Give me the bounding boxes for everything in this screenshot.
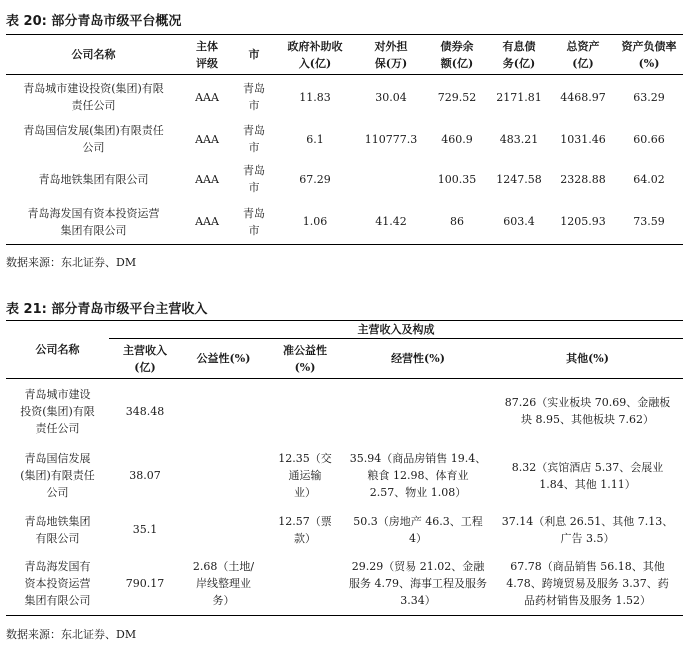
cell-rating: AAA bbox=[195, 90, 219, 104]
table-row bbox=[6, 75, 683, 120]
th-other: 其他(%) bbox=[566, 352, 609, 365]
cell-debt: 1247.58 bbox=[496, 172, 542, 186]
cell-other: 8.32（宾馆酒店 5.37、会展业 1.84、其他 1.11） bbox=[511, 460, 664, 491]
table21-group-header bbox=[6, 321, 683, 339]
cell-city: 青岛 市 bbox=[243, 164, 265, 194]
table20-title: 表 20: 部分青岛市级平台概况 bbox=[6, 14, 182, 29]
cell-bonds: 460.9 bbox=[441, 132, 473, 146]
table21-title: 表 21: 部分青岛市级平台主营收入 bbox=[6, 302, 208, 317]
cell-guarantee: 41.42 bbox=[375, 215, 407, 229]
cell-quasi: 12.57（票 款） bbox=[278, 514, 332, 545]
th-company: 公司名称 bbox=[35, 343, 80, 356]
cell-quasi bbox=[266, 552, 344, 616]
table21-source: 数据来源：东北证券、DM bbox=[6, 628, 137, 641]
th-guarantee: 对外担 保(万) bbox=[374, 39, 408, 70]
th-public: 公益性(%) bbox=[196, 352, 251, 365]
table-row bbox=[6, 379, 683, 444]
table-row bbox=[6, 508, 683, 552]
cell-company: 青岛地铁集团 有限公司 bbox=[24, 514, 91, 545]
cell-company: 青岛海发国有 资本投资运营 集团有限公司 bbox=[24, 559, 91, 607]
cell-subsidy: 1.06 bbox=[302, 215, 328, 229]
cell-debt: 483.21 bbox=[499, 132, 539, 146]
cell-quasi: 12.35（交 通运输 业） bbox=[278, 452, 332, 499]
cell-subsidy: 67.29 bbox=[299, 172, 331, 186]
cell-company: 青岛城市建设投资(集团)有限 责任公司 bbox=[23, 82, 164, 113]
cell-bonds: 86 bbox=[450, 215, 464, 229]
th-debt: 有息债 务(亿) bbox=[502, 39, 536, 70]
cell-public: 2.68（土地/ 岸线整理业 务） bbox=[192, 559, 255, 607]
table-row bbox=[6, 552, 683, 616]
table-row bbox=[6, 120, 683, 159]
cell-assets: 4468.97 bbox=[560, 90, 606, 104]
cell-operating: 29.29（贸易 21.02、金融 服务 4.79、海事工程及服务 3.34） bbox=[349, 559, 487, 607]
cell-subsidy: 6.1 bbox=[306, 132, 324, 146]
cell-rating: AAA bbox=[195, 172, 219, 186]
table20-header bbox=[6, 35, 683, 75]
cell-company: 青岛国信发展 (集团)有限责任 公司 bbox=[20, 452, 95, 499]
th-quasi: 准公益性 (%) bbox=[283, 343, 327, 374]
th-bonds: 债券余 额(亿) bbox=[440, 39, 474, 70]
cell-revenue: 790.17 bbox=[125, 576, 165, 590]
cell-rating: AAA bbox=[195, 215, 219, 229]
th-city: 市 bbox=[248, 48, 260, 61]
th-subsidy: 政府补助收 入(亿) bbox=[287, 39, 343, 70]
cell-ratio: 73.59 bbox=[633, 215, 665, 229]
cell-revenue: 38.07 bbox=[129, 469, 161, 482]
th-operating: 经营性(%) bbox=[391, 352, 445, 365]
cell-other: 87.26（实业板块 70.69、金融板 块 8.95、其他板块 7.62） bbox=[504, 396, 671, 427]
cell-assets: 1205.93 bbox=[560, 215, 606, 229]
cell-operating: 35.94（商品房销售 19.4、 粮食 12.98、体育业 2.57、物业 1.08） bbox=[349, 452, 487, 499]
cell-operating: 50.3（房地产 46.3、工程 4） bbox=[353, 514, 483, 545]
cell-guarantee: 30.04 bbox=[375, 90, 407, 104]
cell-city: 青岛 市 bbox=[243, 82, 265, 113]
cell-debt: 2171.81 bbox=[496, 90, 542, 104]
th-company: 公司名称 bbox=[71, 48, 116, 61]
cell-ratio: 63.29 bbox=[633, 90, 665, 104]
cell-public bbox=[181, 508, 266, 552]
table-row bbox=[6, 159, 683, 200]
cell-city: 青岛 市 bbox=[243, 206, 265, 237]
cell-assets: 1031.46 bbox=[560, 132, 606, 146]
cell-company: 青岛城市建设 投资(集团)有限 责任公司 bbox=[20, 387, 95, 435]
cell-company: 青岛地铁集团有限公司 bbox=[38, 172, 149, 186]
cell-company: 青岛海发国有资本投资运营 集团有限公司 bbox=[27, 206, 160, 237]
cell-other: 37.14（利息 26.51、其他 7.13、 广告 3.5） bbox=[501, 514, 674, 545]
cell-rating: AAA bbox=[195, 132, 219, 146]
cell-public bbox=[181, 379, 266, 444]
cell-subsidy: 11.83 bbox=[299, 90, 331, 104]
cell-other: 67.78（商品销售 56.18、其他 4.78、跨境贸易及服务 3.37、药 品药材销售及服务 1.52） bbox=[506, 559, 669, 607]
cell-revenue: 35.1 bbox=[132, 523, 158, 536]
cell-company: 青岛国信发展(集团)有限责任 公司 bbox=[23, 124, 164, 154]
table20 bbox=[6, 34, 683, 245]
cell-bonds: 729.52 bbox=[437, 90, 477, 104]
cell-ratio: 60.66 bbox=[633, 132, 665, 146]
cell-ratio: 64.02 bbox=[633, 172, 665, 186]
th-group: 主营收入及构成 bbox=[109, 321, 683, 339]
table-row bbox=[6, 444, 683, 508]
table21 bbox=[6, 320, 683, 616]
th-rating: 主体 评级 bbox=[196, 39, 218, 70]
table-row bbox=[6, 200, 683, 245]
cell-bonds: 100.35 bbox=[437, 172, 477, 186]
th-revenue: 主营收入 (亿) bbox=[123, 343, 167, 374]
th-assets: 总资产 (亿) bbox=[566, 39, 600, 70]
cell-operating bbox=[344, 379, 492, 444]
cell-guarantee: 110777.3 bbox=[364, 132, 418, 146]
cell-city: 青岛 市 bbox=[243, 124, 265, 154]
th-ratio: 资产负债率 (%) bbox=[621, 39, 677, 70]
cell-revenue: 348.48 bbox=[125, 404, 165, 418]
table20-source: 数据来源：东北证券、DM bbox=[6, 256, 137, 269]
cell-public bbox=[181, 444, 266, 508]
cell-assets: 2328.88 bbox=[560, 172, 606, 186]
cell-quasi bbox=[266, 379, 344, 444]
cell-debt: 603.4 bbox=[503, 215, 535, 229]
cell-guarantee bbox=[355, 159, 427, 200]
